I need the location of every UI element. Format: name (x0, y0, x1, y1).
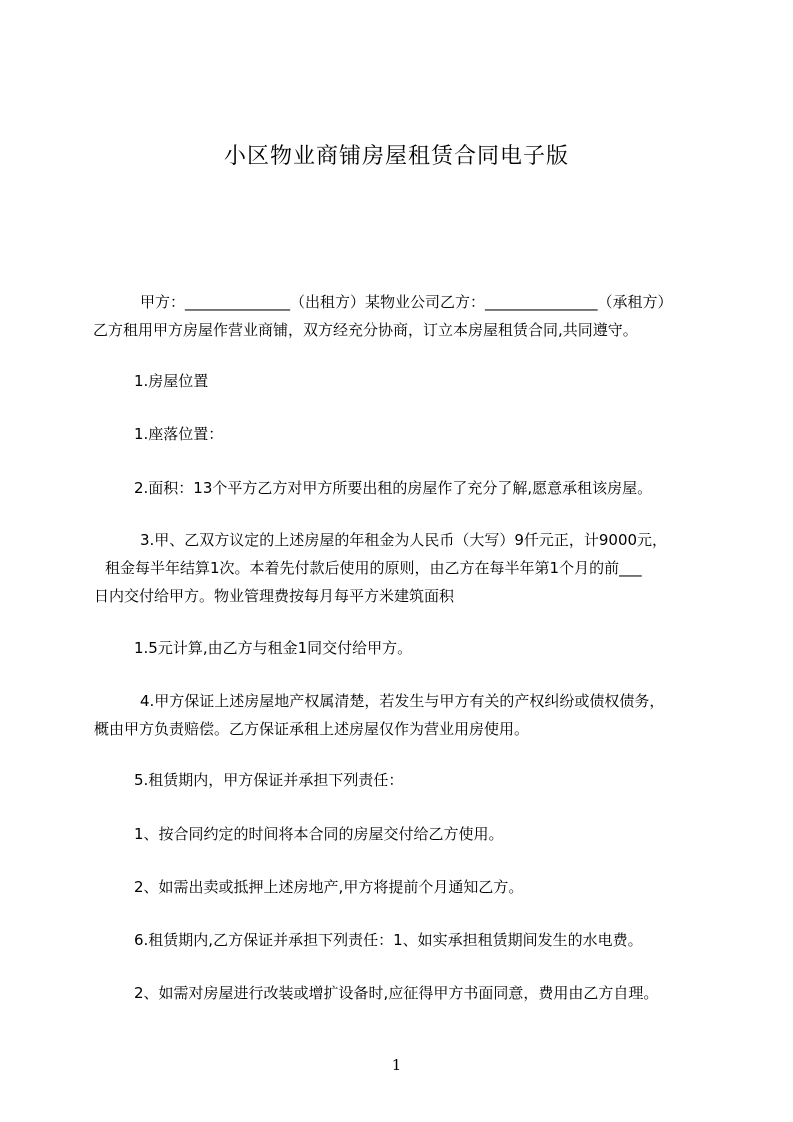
paragraph-line: 6.租赁期内,乙方保证并承担下列责任：1、如实承担租赁期间发生的水电费。 (134, 931, 643, 949)
page-number: 1 (391, 1056, 402, 1074)
paragraph-line: 2、如需出卖或抵押上述房地产,甲方将提前个月通知乙方。 (134, 878, 524, 896)
paragraph-line: 5.租赁期内，甲方保证并承担下列责任： (134, 771, 404, 789)
paragraph-line: 概由甲方负责赔偿。乙方保证承租上述房屋仅作为营业用房使用。 (94, 720, 530, 738)
clause-rent (94, 526, 706, 610)
clause-lessee-duty-2 (134, 979, 746, 1007)
paragraph-line: 2.面积：13个平方乙方对甲方所要出租的房屋作了充分了解,愿意承租该房屋。 (134, 479, 653, 497)
clause-lessor-duties-heading (134, 766, 746, 794)
paragraph-line: 3.甲、乙双方议定的上述房屋的年租金为人民币（大写）9仟元正，计9000元， (140, 531, 668, 549)
paragraph-line: 日内交付给甲方。物业管理费按每月每平方米建筑面积 (94, 587, 455, 605)
paragraph-line: 乙方租用甲方房屋作营业商铺，双方经充分协商，订立本房屋租赁合同,共同遵守。 (93, 321, 638, 339)
clause-property-rights (94, 687, 706, 743)
paragraph-line: 2、如需对房屋进行改装或增扩设备时,应征得甲方书面同意，费用由乙方自理。 (134, 984, 659, 1002)
paragraph-line: 1.座落位置： (134, 425, 224, 443)
section-heading-location (134, 367, 746, 395)
document-title: 小区物业商铺房屋租赁合同电子版 (223, 144, 569, 169)
clause-location-address (134, 420, 746, 448)
paragraph-line: 1、按合同约定的时间将本合同的房屋交付给乙方使用。 (134, 825, 504, 843)
clause-lessee-duties (134, 926, 746, 954)
clause-lessor-duty-2 (134, 873, 746, 901)
clause-management-fee (134, 634, 746, 662)
clause-lessor-duty-1 (134, 820, 746, 848)
paragraph-line: 4.甲方保证上述房屋地产权属清楚，若发生与甲方有关的产权纠纷或债权债务， (140, 692, 665, 710)
paragraph-line: 租金每半年结算1次。本着先付款后使用的原则，由乙方在每半年第1个月的前___ (105, 559, 642, 577)
paragraph-line: 1.5元计算,由乙方与租金1同交付给甲方。 (134, 639, 413, 657)
paragraph-line: 1.房屋位置 (134, 372, 209, 390)
parties-paragraph (94, 288, 706, 344)
clause-area (134, 474, 746, 502)
paragraph-line: 甲方：______________（出租方）某物业公司乙方：_______________（承租方） (140, 293, 673, 311)
